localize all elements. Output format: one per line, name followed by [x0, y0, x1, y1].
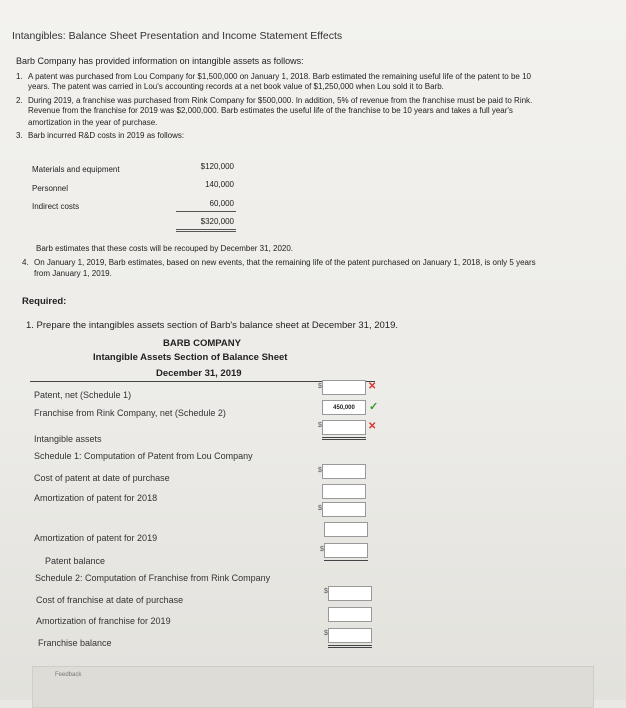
dollar-sign: $: [318, 467, 322, 474]
dollar-sign: $: [324, 588, 328, 595]
dollar-sign: $: [318, 383, 322, 390]
cost-label: Indirect costs: [32, 202, 80, 211]
statement-date: December 31, 2019: [156, 368, 242, 379]
row-label: Intangible assets: [34, 434, 102, 444]
list-item-line: amortization in the year of purchase.: [28, 118, 158, 127]
amort-2019-input[interactable]: [324, 522, 368, 537]
recoup-text: Barb estimates that these costs will be recouped by December 31, 2020.: [36, 244, 294, 253]
cost-value: 140,000: [205, 180, 234, 189]
row-label: Amortization of patent for 2019: [34, 533, 158, 543]
divider: [176, 231, 236, 232]
intro-text: Barb Company has provided information on intangible assets as follows:: [16, 56, 304, 66]
cost-label: Materials and equipment: [32, 165, 120, 174]
patent-net-input[interactable]: [322, 380, 366, 395]
list-item: 3. Barb incurred R&D costs in 2019 as follows:: [16, 131, 185, 140]
row-label: Amortization of franchise for 2019: [36, 616, 171, 626]
double-underline: [324, 560, 368, 561]
feedback-label: Feedback: [55, 672, 82, 678]
dollar-sign: $: [324, 630, 328, 637]
schedule-heading: Schedule 2: Computation of Franchise from Rink Company: [35, 573, 271, 583]
list-item: 1. A patent was purchased from Lou Company for $1,500,000 on January 1, 2018. Barb estimated the remaining useful life of the patent to be 10: [16, 72, 531, 81]
double-underline: [328, 645, 372, 646]
feedback-panel[interactable]: [32, 666, 594, 708]
incorrect-icon: ✕: [368, 381, 377, 392]
double-underline: [328, 647, 372, 648]
row-label: Amortization of patent for 2018: [34, 493, 158, 503]
list-item: 2. During 2019, a franchise was purchased from Rink Company for $500,000. In addition, 5% of revenue from the franchise must be paid to Rink.: [16, 96, 533, 105]
row-label: Patent, net (Schedule 1): [34, 390, 132, 400]
patent-balance-input[interactable]: [324, 543, 368, 558]
dollar-sign: $: [320, 546, 324, 553]
list-item: 4. On January 1, 2019, Barb estimates, based on new events, that the remaining life of the patent purchased on January 1, 2018, is only 5 years: [22, 258, 536, 267]
row-label: Patent balance: [45, 556, 106, 566]
correct-icon: ✓: [369, 401, 379, 413]
required-heading: Required:: [22, 296, 67, 307]
divider: [176, 211, 236, 212]
franchise-net-input[interactable]: 450,000: [322, 400, 366, 415]
incorrect-icon: ✕: [368, 421, 377, 432]
row-label: Cost of franchise at date of purchase: [36, 595, 184, 605]
dollar-sign: $: [318, 505, 322, 512]
cost-franchise-input[interactable]: [328, 586, 372, 601]
page-title: Intangibles: Balance Sheet Presentation and Income Statement Effects: [12, 30, 343, 42]
amort-2018-input[interactable]: [322, 484, 366, 499]
divider: [176, 229, 236, 230]
amort-franchise-input[interactable]: [328, 607, 372, 622]
list-item-line: years. The patent was carried in Lou's accounting records at a net book value of $1,250,000 when Lou sold it to Barb.: [28, 82, 444, 91]
cost-value: $120,000: [200, 162, 234, 171]
row-label: Cost of patent at date of purchase: [34, 473, 170, 483]
list-item-line: from January 1, 2019.: [34, 269, 112, 278]
double-underline: [322, 439, 366, 440]
cost-label: Personnel: [32, 184, 69, 193]
row-label: Franchise from Rink Company, net (Schedule 2): [34, 408, 226, 418]
company-name: BARB COMPANY: [163, 338, 241, 349]
cost-patent-input[interactable]: [322, 464, 366, 479]
statement-name: Intangible Assets Section of Balance Sheet: [93, 352, 288, 363]
cost-value: 60,000: [209, 199, 234, 208]
cost-total: $320,000: [200, 217, 234, 226]
double-underline: [322, 437, 366, 438]
question-text: 1. Prepare the intangibles assets section of Barb's balance sheet at December 31, 2019.: [26, 320, 399, 331]
intangible-assets-input[interactable]: [322, 420, 366, 435]
list-item-line: Revenue from the franchise for 2019 was $2,000,000. Barb estimates the useful life of the franchise to be 10 years and takes a full year's: [28, 106, 513, 115]
dollar-sign: $: [318, 422, 322, 429]
blank-row-input[interactable]: [322, 502, 366, 517]
franchise-balance-input[interactable]: [328, 628, 372, 643]
row-label: Franchise balance: [38, 638, 112, 648]
schedule-heading: Schedule 1: Computation of Patent from Lou Company: [34, 451, 253, 461]
